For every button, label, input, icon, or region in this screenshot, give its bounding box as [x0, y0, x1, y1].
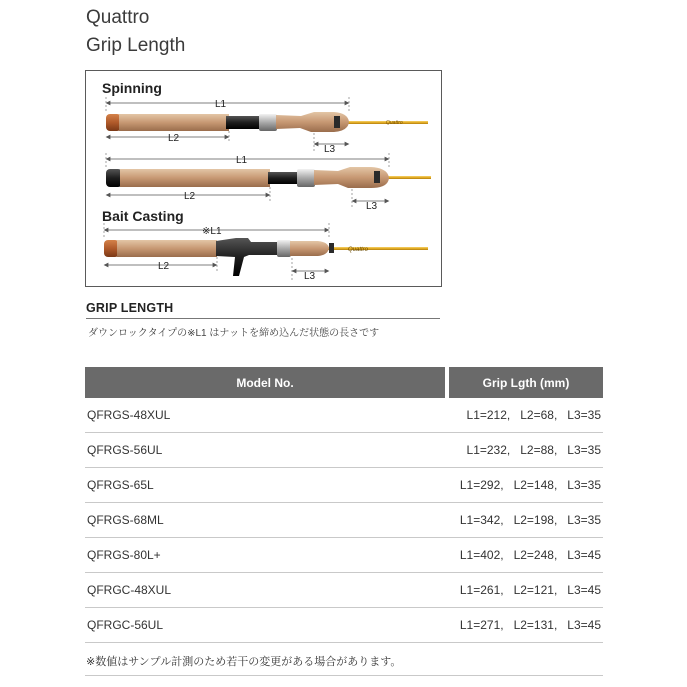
page-title [86, 4, 185, 60]
table-row [85, 573, 603, 608]
column-header-model: Model No. [85, 367, 447, 398]
spec-table [85, 367, 603, 643]
grip-cell: L1=212, L2=68, L3=35 [447, 398, 603, 433]
svg-text:Quattro: Quattro [386, 120, 403, 126]
bait-casting-l3-label: L3 [304, 271, 316, 282]
spinning-long-l3-label: L3 [366, 201, 378, 212]
bait-casting-l1-label: ※L1 [202, 226, 222, 237]
bait-casting-rod [104, 238, 428, 276]
model-cell: QFRGC-56UL [85, 608, 447, 643]
model-cell: QFRGS-56UL [85, 433, 447, 468]
bait-casting-l2-label: L2 [158, 261, 170, 272]
grip-cell: L1=342, L2=198, L3=35 [447, 503, 603, 538]
footer-divider [85, 675, 603, 676]
grip-diagram-graphic [86, 71, 441, 286]
model-cell: QFRGS-48XUL [85, 398, 447, 433]
spinning-short-l1-label: L1 [215, 99, 227, 110]
grip-length-note: ダウンロックタイプの※L1 はナットを締め込んだ状態の長さです [88, 328, 380, 339]
bait-casting-label: Bait Casting [102, 208, 184, 224]
title-line-subject: Grip Length [86, 35, 186, 56]
table-row [85, 608, 603, 643]
footnote: ※数値はサンプル計測のため若干の変更がある場合があります。 [86, 656, 402, 668]
grip-length-heading: GRIP LENGTH [86, 301, 440, 319]
grip-cell: L1=232, L2=88, L3=35 [447, 433, 603, 468]
model-cell: QFRGS-68ML [85, 503, 447, 538]
table-row [85, 468, 603, 503]
model-cell: QFRGS-65L [85, 468, 447, 503]
spinning-short-l2-label: L2 [168, 133, 180, 144]
spinning-label: Spinning [102, 80, 162, 96]
title-line-product: Quattro [86, 7, 150, 28]
spinning-short-rod [106, 112, 428, 132]
grip-cell: L1=271, L2=131, L3=45 [447, 608, 603, 643]
spinning-long-l1-label: L1 [236, 155, 248, 166]
column-header-grip: Grip Lgth (mm) [447, 367, 603, 398]
table-header-row [85, 367, 603, 398]
table-row [85, 398, 603, 433]
spinning-short-l3-label: L3 [324, 144, 336, 155]
table-row [85, 433, 603, 468]
grip-cell: L1=402, L2=248, L3=45 [447, 538, 603, 573]
grip-diagram [85, 70, 442, 287]
table-row [85, 503, 603, 538]
model-cell: QFRGC-48XUL [85, 573, 447, 608]
spinning-long-l2-label: L2 [184, 191, 196, 202]
reel-seat-logo: Quattro [348, 247, 369, 253]
grip-cell: L1=261, L2=121, L3=45 [447, 573, 603, 608]
spinning-long-rod [106, 167, 431, 188]
grip-cell: L1=292, L2=148, L3=35 [447, 468, 603, 503]
table-row [85, 538, 603, 573]
model-cell: QFRGS-80L+ [85, 538, 447, 573]
